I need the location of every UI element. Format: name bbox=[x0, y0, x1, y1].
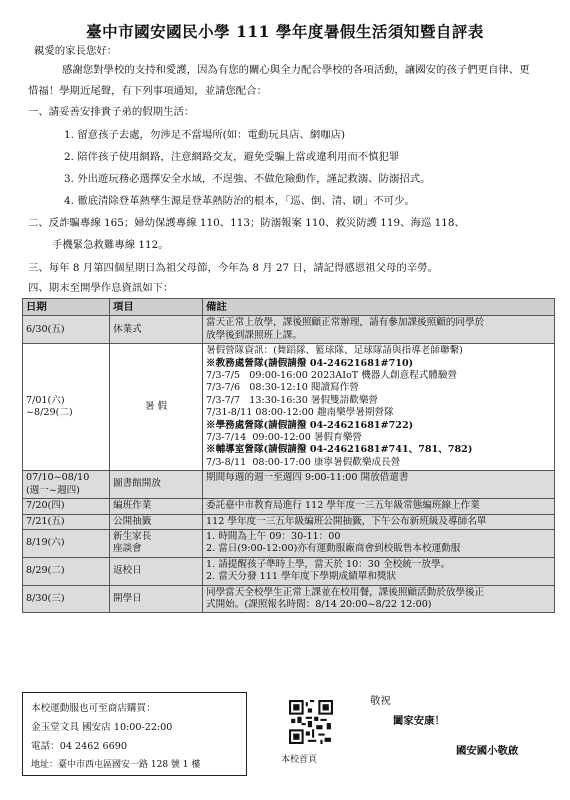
note-line: 1. 請提醒孩子準時上學，當天於 10：30 全校統一放學。 bbox=[206, 558, 451, 570]
note-line: 2. 當日(9:00-12:00)亦有運動服廠商會到校販售本校運動服 bbox=[206, 543, 461, 555]
note-line: 7/3-7/14 09:00-12:00 暑假育樂營 bbox=[206, 432, 362, 444]
note-line: 當天正常上放學，課後照顧正常辦理，請有參加課後照顧的同學於 bbox=[206, 317, 485, 329]
row-item: 開學日 bbox=[110, 585, 203, 613]
row-notes bbox=[203, 514, 555, 529]
closing-wish: 闔家安康！ bbox=[393, 715, 445, 727]
table-row bbox=[23, 499, 555, 514]
header-notes: 備註 bbox=[203, 299, 555, 316]
section2-line2: 手機緊急救難專線 112。 bbox=[52, 239, 169, 251]
row-item: 圖書館開放 bbox=[110, 471, 203, 499]
row-date: 07/10~08/10 (週一~週四) bbox=[23, 471, 110, 499]
note-line: 112 學年度一三五年級編班公開抽籤，下午公布新班級及導師名單 bbox=[206, 515, 487, 527]
section1-item: 2. 陪伴孩子使用網路，注意網路交友，避免受騙上當或違利用而不慎犯罪 bbox=[64, 151, 400, 163]
note-line: 1. 時間為上午 09：30-11：00 bbox=[206, 530, 341, 542]
section2-line1: 二、反詐騙專線 165；婦幼保護專線 110、113；防溺報案 110、救災防護 119、海巡 118、 bbox=[28, 217, 465, 229]
shop-name-hours: 金玉堂文具 國安店 10:00-22:00 bbox=[31, 722, 173, 733]
row-notes bbox=[203, 585, 555, 613]
row-notes bbox=[203, 557, 555, 585]
closing-signature: 國安國小敬啟 bbox=[456, 745, 519, 757]
row-item: 返校日 bbox=[110, 557, 203, 585]
note-line: 7/3-7/7 13:30-16:30 暑假雙語歡樂營 bbox=[206, 394, 379, 406]
section1-item: 3. 外出遊玩務必選擇安全水域，不逞強、不做危險動作，謹記救溺、防溺招式。 bbox=[64, 173, 431, 185]
table-row bbox=[23, 529, 555, 557]
table-row bbox=[23, 557, 555, 585]
row-date: 7/21(五) bbox=[23, 514, 110, 529]
note-line: 7/3-7/6 08:30-12:10 閱讀寫作營 bbox=[206, 382, 359, 394]
note-line: 期間每週的週一至週四 9:00-11:00 開放借還書 bbox=[206, 472, 409, 484]
note-line: 7/3-8/11 08:00-17:00 康寧暑假歡樂成長營 bbox=[206, 456, 401, 468]
shop-address: 地址：臺中市西屯區國安一路 128 號 1 樓 bbox=[31, 760, 201, 770]
section1-heading: 一、請妥善安排貴子弟的假期生活： bbox=[28, 106, 195, 118]
row-date: 8/30(三) bbox=[23, 585, 110, 613]
note-line: ※教務處營隊(請假請撥 04-24621681#710) bbox=[206, 357, 414, 369]
note-line: ※學務處營隊(請假請撥 04-24621681#722) bbox=[206, 419, 414, 431]
greeting: 親愛的家長您好： bbox=[34, 45, 118, 57]
note-line: 委託臺中市教育局進行 112 學年度一三五年級常態編班線上作業 bbox=[206, 500, 480, 512]
row-date: 6/30(五) bbox=[23, 316, 110, 344]
note-line: 2. 當天分發 111 學年度下學期成績單和獎狀 bbox=[206, 571, 397, 583]
header-item: 項目 bbox=[110, 299, 203, 316]
schedule-table bbox=[22, 298, 555, 613]
row-notes bbox=[203, 316, 555, 344]
row-item: 編班作業 bbox=[110, 499, 203, 514]
row-notes bbox=[203, 529, 555, 557]
table-row bbox=[23, 514, 555, 529]
qr-code-icon[interactable] bbox=[289, 700, 333, 744]
note-line: 7/3-7/5 09:00-16:00 2023AIoT 機器人創意程式體驗營 bbox=[206, 370, 458, 382]
section1-item: 4. 徹底清除登革熱孳生源是登革熱防治的根本，「巡、倒、清、刷」不可少。 bbox=[64, 195, 415, 207]
row-item: 新生家長 座談會 bbox=[110, 529, 203, 557]
section3-text: 三、每年 8 月第四個星期日為祖父母節，今年為 8 月 27 日，請記得感恩祖父母的辛勞。 bbox=[28, 262, 438, 274]
shop-phone: 電話：04 2462 6690 bbox=[31, 741, 127, 752]
row-item: 休業式 bbox=[110, 316, 203, 344]
intro-paragraph: 感謝您對學校的支持和愛護，因為有您的關心與全力配合學校的各項活動，讓國安的孩子們更自律、更惜福！學期近尾聲，有下列事項通知，並請您配合： bbox=[28, 64, 530, 97]
shop-intro: 本校運動服也可至商店購買： bbox=[31, 703, 156, 714]
uniform-shop-box bbox=[22, 692, 247, 776]
row-notes bbox=[203, 471, 555, 499]
table-row bbox=[23, 585, 555, 613]
qr-code-label: 本校首頁 bbox=[281, 755, 318, 765]
section1-item: 1. 留意孩子去處，勿涉足不當場所(如：電動玩具店、網咖店) bbox=[64, 129, 346, 141]
row-date: 8/19(六) bbox=[23, 529, 110, 557]
note-line: 式開始。(課照報名時間：8/14 20:00~8/22 12:00) bbox=[206, 598, 432, 610]
row-date: 7/20(四) bbox=[23, 499, 110, 514]
row-notes bbox=[203, 499, 555, 514]
closing-respect: 敬祝 bbox=[370, 695, 391, 707]
row-date: 8/29(二) bbox=[23, 557, 110, 585]
note-line: 7/31-8/11 08:00-12:00 趣南樂學暑期營隊 bbox=[206, 407, 394, 419]
note-line: 暑假營隊資訊：(舞蹈隊、籃球隊、足球隊請與指導老師聯繫) bbox=[206, 345, 463, 357]
row-item: 暑 假 bbox=[110, 344, 203, 471]
page-title: 臺中市國安國民小學 111 學年度暑假生活須知暨自評表 bbox=[86, 22, 484, 41]
header-date: 日期 bbox=[23, 299, 110, 316]
table-row bbox=[23, 344, 555, 471]
table-row bbox=[23, 316, 555, 344]
row-item: 公開抽籤 bbox=[110, 514, 203, 529]
note-line: 放學後到課照班上課。 bbox=[206, 329, 302, 341]
note-line: 同學當天全校學生正常上課並在校用餐，課後照顧活動於放學後正 bbox=[206, 586, 485, 598]
table-header-row bbox=[23, 299, 555, 316]
table-row bbox=[23, 471, 555, 499]
section4-heading: 四、期末至開學作息資訊如下： bbox=[28, 282, 174, 294]
row-notes bbox=[203, 344, 555, 471]
row-date: 7/01(六) ~8/29(二) bbox=[23, 344, 110, 471]
note-line: ※輔導室營隊(請假請撥 04-24621681#741、781、782) bbox=[206, 444, 473, 456]
